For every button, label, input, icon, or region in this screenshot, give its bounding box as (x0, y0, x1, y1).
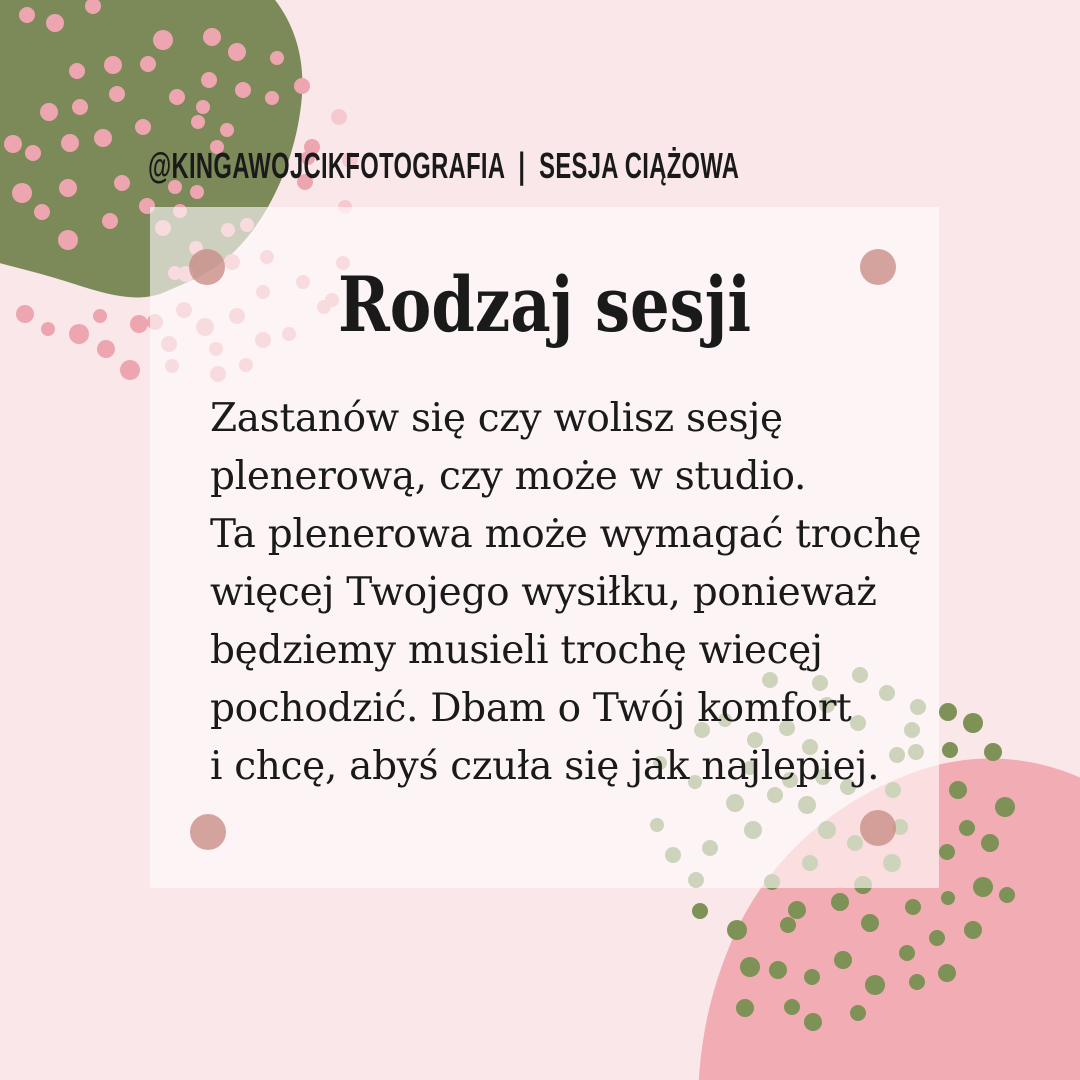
confetti-dot (196, 100, 210, 114)
confetti-dot (169, 89, 185, 105)
account-handle-caption: @KINGAWOJCIKFOTOGRAFIA | SESJA CIĄŻOWA (148, 145, 740, 186)
confetti-dot (941, 891, 955, 905)
confetti-dot (949, 781, 967, 799)
confetti-dot (58, 230, 78, 250)
confetti-dot (135, 119, 151, 135)
body-text (210, 390, 922, 796)
confetti-dot (12, 183, 32, 203)
confetti-dot (265, 91, 279, 105)
confetti-dot (153, 30, 173, 50)
confetti-dot (865, 975, 885, 995)
confetti-dot (850, 1005, 866, 1021)
confetti-dot (228, 43, 246, 61)
confetti-dot (97, 340, 115, 358)
accent-circle-bottom-right (860, 810, 896, 846)
confetti-dot (964, 921, 982, 939)
confetti-dot (861, 914, 879, 932)
confetti-dot (769, 961, 787, 979)
confetti-dot (46, 14, 64, 32)
confetti-dot (69, 324, 89, 344)
confetti-dot (191, 115, 205, 129)
confetti-dot (804, 1013, 822, 1031)
confetti-dot (19, 7, 35, 23)
confetti-dot (942, 742, 958, 758)
accent-circle-bottom-left (190, 814, 226, 850)
confetti-dot (804, 969, 820, 985)
confetti-dot (973, 877, 993, 897)
confetti-dot (220, 123, 234, 137)
body-line: Zastanów się czy wolisz sesję (210, 396, 783, 441)
confetti-dot (963, 713, 983, 733)
confetti-dot (959, 820, 975, 836)
confetti-dot (736, 999, 754, 1017)
confetti-dot (294, 78, 310, 94)
confetti-dot (939, 703, 957, 721)
confetti-dot (16, 305, 34, 323)
body-line: więcej Twojego wysiłku, ponieważ (210, 570, 877, 615)
confetti-dot (25, 145, 41, 161)
confetti-dot (784, 999, 800, 1015)
body-line: i chcę, abyś czuła się jak najlepiej. (210, 744, 880, 789)
confetti-dot (40, 103, 58, 121)
confetti-dot (831, 893, 849, 911)
confetti-dot (69, 63, 85, 79)
confetti-dot (235, 82, 251, 98)
confetti-dot (130, 315, 148, 333)
confetti-dot (104, 56, 122, 74)
confetti-dot (331, 109, 347, 125)
confetti-dot (899, 945, 915, 961)
confetti-dot (140, 56, 156, 72)
confetti-dot (727, 920, 747, 940)
confetti-dot (114, 175, 130, 191)
confetti-dot (938, 964, 956, 982)
confetti-dot (788, 901, 806, 919)
confetti-dot (4, 135, 22, 153)
confetti-dot (905, 899, 921, 915)
confetti-dot (201, 72, 217, 88)
confetti-dot (102, 213, 118, 229)
body-line: pochodzić. Dbam o Twój komfort (210, 686, 852, 731)
confetti-dot (995, 797, 1015, 817)
confetti-dot (984, 743, 1002, 761)
body-line: będziemy musieli trochę wiecęj (210, 628, 823, 673)
confetti-dot (61, 134, 79, 152)
accent-circle-top-left (189, 249, 225, 285)
confetti-dot (981, 834, 999, 852)
confetti-dot (909, 974, 925, 990)
body-line: Ta plenerowa może wymagać trochę (210, 512, 922, 557)
confetti-dot (93, 309, 107, 323)
confetti-dot (41, 322, 55, 336)
confetti-dot (939, 844, 955, 860)
confetti-dot (929, 930, 945, 946)
confetti-dot (34, 204, 50, 220)
confetti-dot (740, 957, 760, 977)
confetti-dot (59, 179, 77, 197)
confetti-dot (94, 129, 112, 147)
confetti-dot (72, 99, 88, 115)
confetti-dot (999, 887, 1015, 903)
page-title: Rodzaj sesji (338, 260, 751, 349)
confetti-dot (780, 917, 796, 933)
confetti-dot (692, 903, 708, 919)
confetti-dot (834, 951, 852, 969)
confetti-dot (120, 360, 140, 380)
confetti-dot (109, 86, 125, 102)
body-line: plenerową, czy może w studio. (210, 454, 807, 499)
confetti-dot (203, 28, 221, 46)
confetti-dot (270, 51, 284, 65)
